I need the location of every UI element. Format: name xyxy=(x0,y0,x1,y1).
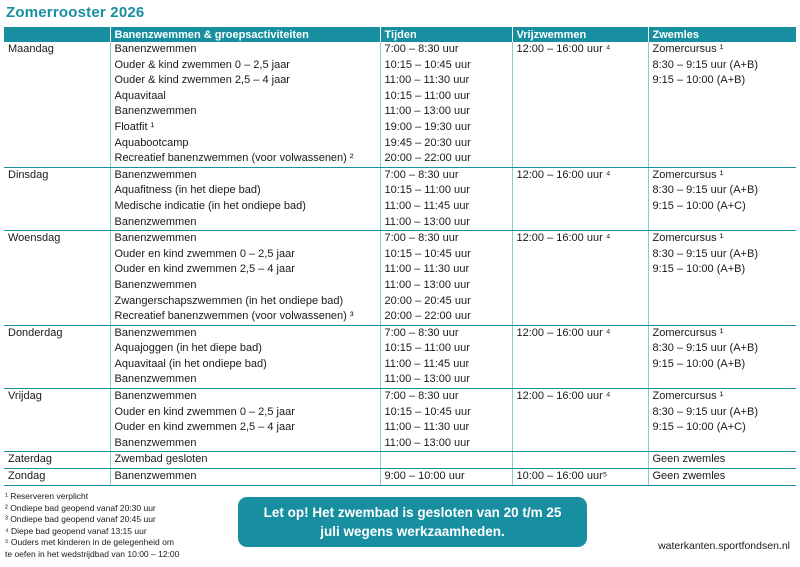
list-item: Zomercursus ¹ xyxy=(652,326,724,339)
list-item: Floatfit ¹ xyxy=(114,120,155,133)
page-title: Zomerrooster 2026 xyxy=(6,4,145,21)
free-swim-cell xyxy=(512,231,648,326)
list-item: Banenzwemmen xyxy=(114,215,197,228)
list-item: Geen zwemles xyxy=(652,453,726,466)
list-item: 10:15 – 10:45 uur xyxy=(384,58,471,71)
list-item: Ouder en kind zwemmen 2,5 – 4 jaar xyxy=(114,263,295,276)
day-label: Woensdag xyxy=(8,232,61,245)
list-item: 11:00 – 13:00 uur xyxy=(384,215,470,228)
list-item: 11:00 – 11:30 uur xyxy=(384,421,470,434)
list-item: 9:15 – 10:00 (A+C) xyxy=(652,199,746,212)
table-row xyxy=(4,452,796,469)
table-row xyxy=(4,167,796,230)
list-item: 10:15 – 10:45 uur xyxy=(384,405,471,418)
table-row xyxy=(4,469,796,486)
footnote: ² Ondiepe bad geopend vanaf 20:30 uur xyxy=(5,502,156,513)
activities-cell xyxy=(110,469,380,486)
day-label: Dinsdag xyxy=(8,168,49,181)
free-swim-cell xyxy=(512,389,648,452)
list-item: 10:15 – 11:00 uur xyxy=(384,89,470,102)
list-item: Aquafitness (in het diepe bad) xyxy=(114,184,261,197)
lessons-cell xyxy=(648,469,796,486)
list-item: 11:00 – 11:30 uur xyxy=(384,74,470,87)
list-item: 9:15 – 10:00 (A+C) xyxy=(652,421,746,434)
day-label: Vrijdag xyxy=(8,390,42,403)
lessons-cell xyxy=(648,389,796,452)
list-item: 11:00 – 13:00 uur xyxy=(384,105,470,118)
day-cell xyxy=(4,231,110,326)
day-cell xyxy=(4,452,110,469)
list-item: Geen zwemles xyxy=(652,470,726,483)
list-item: 8:30 – 9:15 uur (A+B) xyxy=(652,184,758,197)
list-item: Banenzwemmen xyxy=(114,373,197,386)
lessons-cell xyxy=(648,325,796,388)
list-item: Banenzwemmen xyxy=(114,278,197,291)
day-cell xyxy=(4,469,110,486)
list-item: Banenzwemmen xyxy=(114,436,197,449)
times-cell xyxy=(380,231,512,326)
footnote: ⁴ Diepe bad geopend vanaf 13:15 uur xyxy=(5,525,147,536)
free-swim-cell xyxy=(512,42,648,167)
activities-cell xyxy=(110,389,380,452)
times-cell xyxy=(380,389,512,452)
list-item: Banenzwemmen xyxy=(114,232,197,245)
list-item: Banenzwemmen xyxy=(114,168,197,181)
list-item: Ouder en kind zwemmen 0 – 2,5 jaar xyxy=(114,247,295,260)
times-cell xyxy=(380,452,512,469)
activities-cell xyxy=(110,231,380,326)
times-cell xyxy=(380,42,512,167)
list-item: Ouder en kind zwemmen 0 – 2,5 jaar xyxy=(114,405,295,418)
list-item: 11:00 – 11:45 uur xyxy=(384,199,470,212)
lessons-cell xyxy=(648,42,796,167)
list-item: Medische indicatie (in het ondiepe bad) xyxy=(114,199,306,212)
list-item: 20:00 – 20:45 uur xyxy=(384,294,471,307)
list-item: Zomercursus ¹ xyxy=(652,390,724,403)
list-item: Recreatief banenzwemmen (voor volwassenen) ² xyxy=(114,152,354,165)
list-item: Banenzwemmen xyxy=(114,390,197,403)
day-label: Maandag xyxy=(8,43,54,55)
list-item: Banenzwemmen xyxy=(114,105,197,118)
list-item: Ouder & kind zwemmen 0 – 2,5 jaar xyxy=(114,58,290,71)
lessons-cell xyxy=(648,231,796,326)
header-lessons: Zwemles xyxy=(648,27,796,42)
list-item: 9:15 – 10:00 (A+B) xyxy=(652,357,746,370)
list-item: Aquajoggen (in het diepe bad) xyxy=(114,342,262,355)
free-swim-cell xyxy=(512,325,648,388)
list-item: 10:15 – 10:45 uur xyxy=(384,247,471,260)
list-item: 7:00 – 8:30 uur xyxy=(384,43,459,55)
table-row xyxy=(4,42,796,167)
list-item: 10:15 – 11:00 uur xyxy=(384,342,470,355)
list-item: 8:30 – 9:15 uur (A+B) xyxy=(652,342,758,355)
lessons-cell xyxy=(648,452,796,469)
list-item: Banenzwemmen xyxy=(114,470,197,483)
list-item: Zomercursus ¹ xyxy=(652,43,724,55)
list-item: 8:30 – 9:15 uur (A+B) xyxy=(652,58,758,71)
list-item: Ouder en kind zwemmen 2,5 – 4 jaar xyxy=(114,421,295,434)
list-item: 7:00 – 8:30 uur xyxy=(384,326,459,339)
list-item: Zwembad gesloten xyxy=(114,453,208,466)
schedule-table xyxy=(4,27,796,486)
list-item: 7:00 – 8:30 uur xyxy=(384,232,459,245)
banner-line: juli wegens werkzaamheden. xyxy=(320,524,505,539)
list-item: 11:00 – 13:00 uur xyxy=(384,373,470,386)
header-times: Tijden xyxy=(380,27,512,42)
list-item: 11:00 – 13:00 uur xyxy=(384,278,470,291)
list-item: 9:15 – 10:00 (A+B) xyxy=(652,263,746,276)
table-row xyxy=(4,325,796,388)
activities-cell xyxy=(110,42,380,167)
list-item: 11:00 – 13:00 uur xyxy=(384,436,470,449)
day-label: Zondag xyxy=(8,470,46,483)
list-item: Zwangerschapszwemmen (in het ondiepe bad) xyxy=(114,294,344,307)
banner-line: Let op! Het zwembad is gesloten van 20 t/m 25 xyxy=(263,505,562,520)
list-item: 10:15 – 11:00 uur xyxy=(384,184,470,197)
list-item: 11:00 – 11:45 uur xyxy=(384,357,470,370)
list-item: 12:00 – 16:00 uur ⁴ xyxy=(516,43,611,55)
activities-cell xyxy=(110,167,380,230)
list-item: Aquavitaal xyxy=(114,89,166,102)
activities-cell xyxy=(110,325,380,388)
list-item: Zomercursus ¹ xyxy=(652,232,724,245)
table-row xyxy=(4,231,796,326)
list-item: 12:00 – 16:00 uur ⁴ xyxy=(516,390,611,403)
times-cell xyxy=(380,469,512,486)
lessons-cell xyxy=(648,167,796,230)
footnote: ³ Ondiepe bad geopend vanaf 20:45 uur xyxy=(5,514,156,525)
activities-cell xyxy=(110,452,380,469)
list-item: 8:30 – 9:15 uur (A+B) xyxy=(652,247,758,260)
day-cell xyxy=(4,389,110,452)
day-cell xyxy=(4,42,110,167)
day-cell xyxy=(4,325,110,388)
footnote: te oefen in het wedstrijdbad van 10:00 – 12:00 xyxy=(5,548,180,559)
list-item: Zomercursus ¹ xyxy=(652,168,724,181)
list-item: Banenzwemmen xyxy=(114,326,197,339)
day-label: Donderdag xyxy=(8,326,63,339)
header-row xyxy=(4,27,796,42)
times-cell xyxy=(380,167,512,230)
times-cell xyxy=(380,325,512,388)
list-item: 9:15 – 10:00 (A+B) xyxy=(652,74,746,87)
list-item: 19:00 – 19:30 uur xyxy=(384,120,471,133)
footnote: ¹ Reserveren verplicht xyxy=(5,491,89,501)
day-label: Zaterdag xyxy=(8,453,53,466)
list-item: 20:00 – 22:00 uur xyxy=(384,152,471,165)
list-item: 19:45 – 20:30 uur xyxy=(384,136,471,149)
footnotes xyxy=(5,491,179,561)
list-item: 12:00 – 16:00 uur ⁴ xyxy=(516,326,611,339)
day-cell xyxy=(4,167,110,230)
list-item: Banenzwemmen xyxy=(114,43,197,55)
list-item: 20:00 – 22:00 uur xyxy=(384,310,471,323)
closure-notice-banner xyxy=(238,497,587,547)
list-item: 9:00 – 10:00 uur xyxy=(384,470,465,483)
website-url: waterkanten.sportfondsen.nl xyxy=(658,540,790,552)
header-free-swim: Vrijzwemmen xyxy=(512,27,648,42)
list-item: 8:30 – 9:15 uur (A+B) xyxy=(652,405,758,418)
header-activities: Banenzwemmen & groepsactiviteiten xyxy=(110,27,380,42)
list-item: Recreatief banenzwemmen (voor volwassenen) ³ xyxy=(114,310,354,323)
footnote: ⁵ Ouders met kinderen in de gelegenheid om xyxy=(5,537,174,548)
list-item: Aquabootcamp xyxy=(114,136,189,149)
list-item: 12:00 – 16:00 uur ⁴ xyxy=(516,168,611,181)
list-item: Ouder & kind zwemmen 2,5 – 4 jaar xyxy=(114,74,290,87)
header-day xyxy=(4,27,110,42)
free-swim-cell xyxy=(512,452,648,469)
table-row xyxy=(4,389,796,452)
list-item: 11:00 – 11:30 uur xyxy=(384,263,470,276)
list-item: 12:00 – 16:00 uur ⁴ xyxy=(516,232,611,245)
list-item: 7:00 – 8:30 uur xyxy=(384,168,459,181)
free-swim-cell xyxy=(512,167,648,230)
list-item: Aquavitaal (in het ondiepe bad) xyxy=(114,357,267,370)
list-item: 7:00 – 8:30 uur xyxy=(384,390,459,403)
free-swim-cell xyxy=(512,469,648,486)
list-item: 10:00 – 16:00 uur⁵ xyxy=(516,470,608,483)
